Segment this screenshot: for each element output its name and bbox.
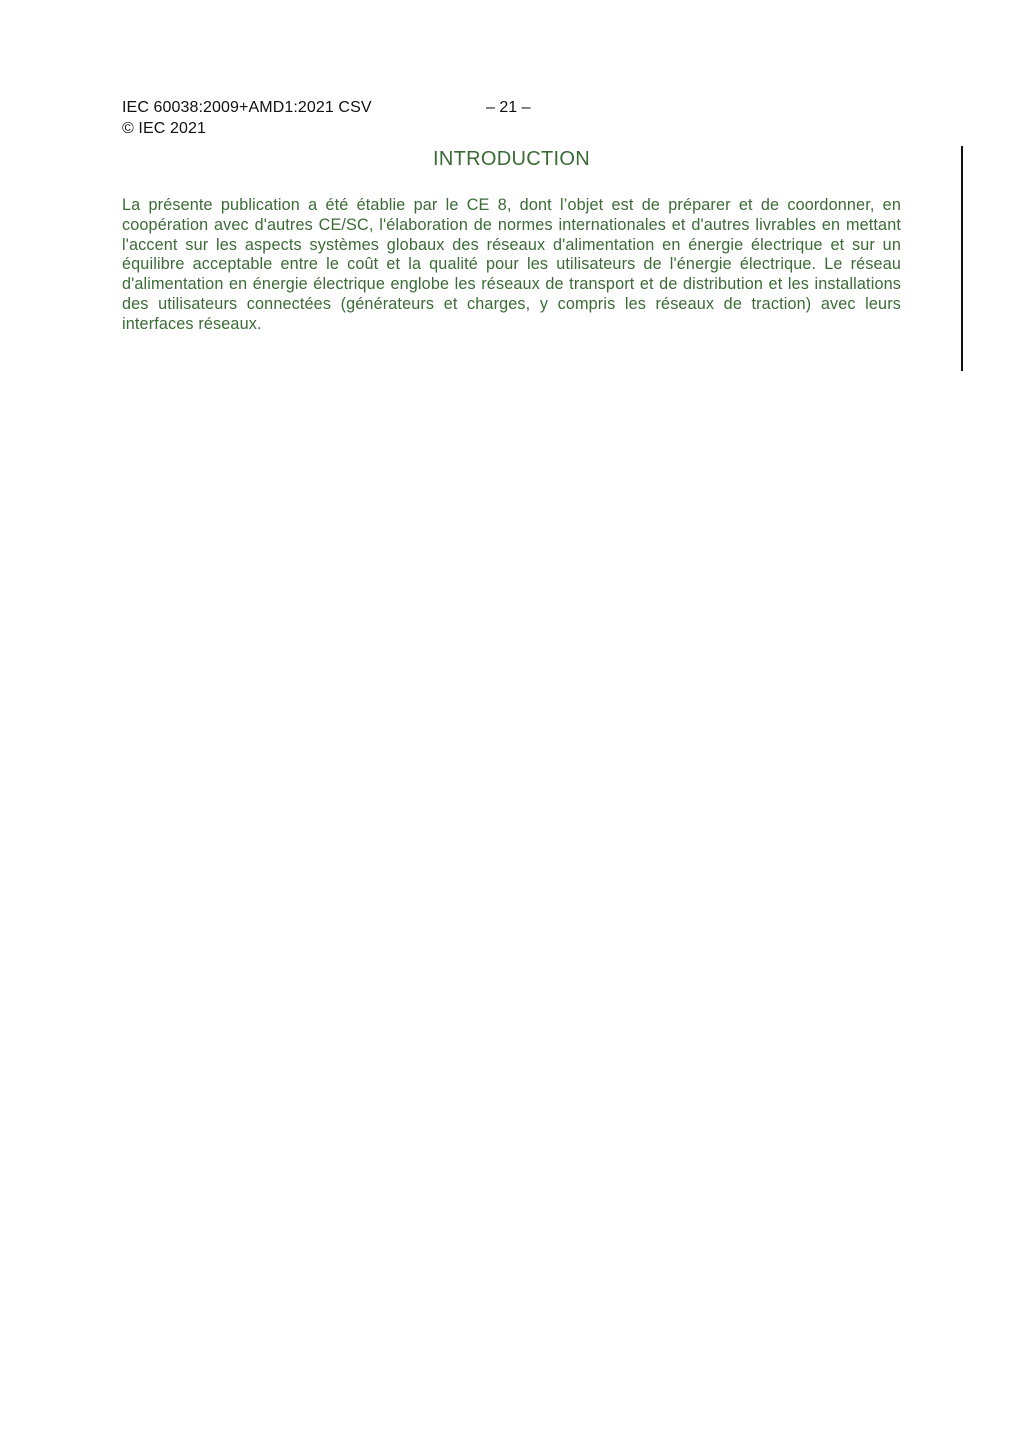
document-identifier: IEC 60038:2009+AMD1:2021 CSV	[122, 99, 372, 116]
introduction-paragraph: La présente publication a été établie par le CE 8, dont l’objet est de préparer et de coordonner, en coopération avec d'autres CE/SC, l'élaboration de normes internationales et d'autres livrables en mettant l'accent sur les aspects systèmes globaux des réseaux d'alimentation en énergie électrique et sur un équilibre acceptable entre le coût et la qualité pour les utilisateurs de l'énergie électrique. Le réseau d'alimentation en énergie électrique englobe les réseaux de transport et de distribution et les installations des utilisateurs connectées (générateurs et charges, y compris les réseaux de traction) avec leurs interfaces réseaux.	[122, 196, 901, 333]
revision-change-bar	[961, 146, 963, 371]
copyright-notice: © IEC 2021	[122, 120, 206, 137]
page-number: – 21 –	[486, 99, 531, 116]
section-title: INTRODUCTION	[433, 148, 590, 170]
page-header	[122, 97, 372, 139]
